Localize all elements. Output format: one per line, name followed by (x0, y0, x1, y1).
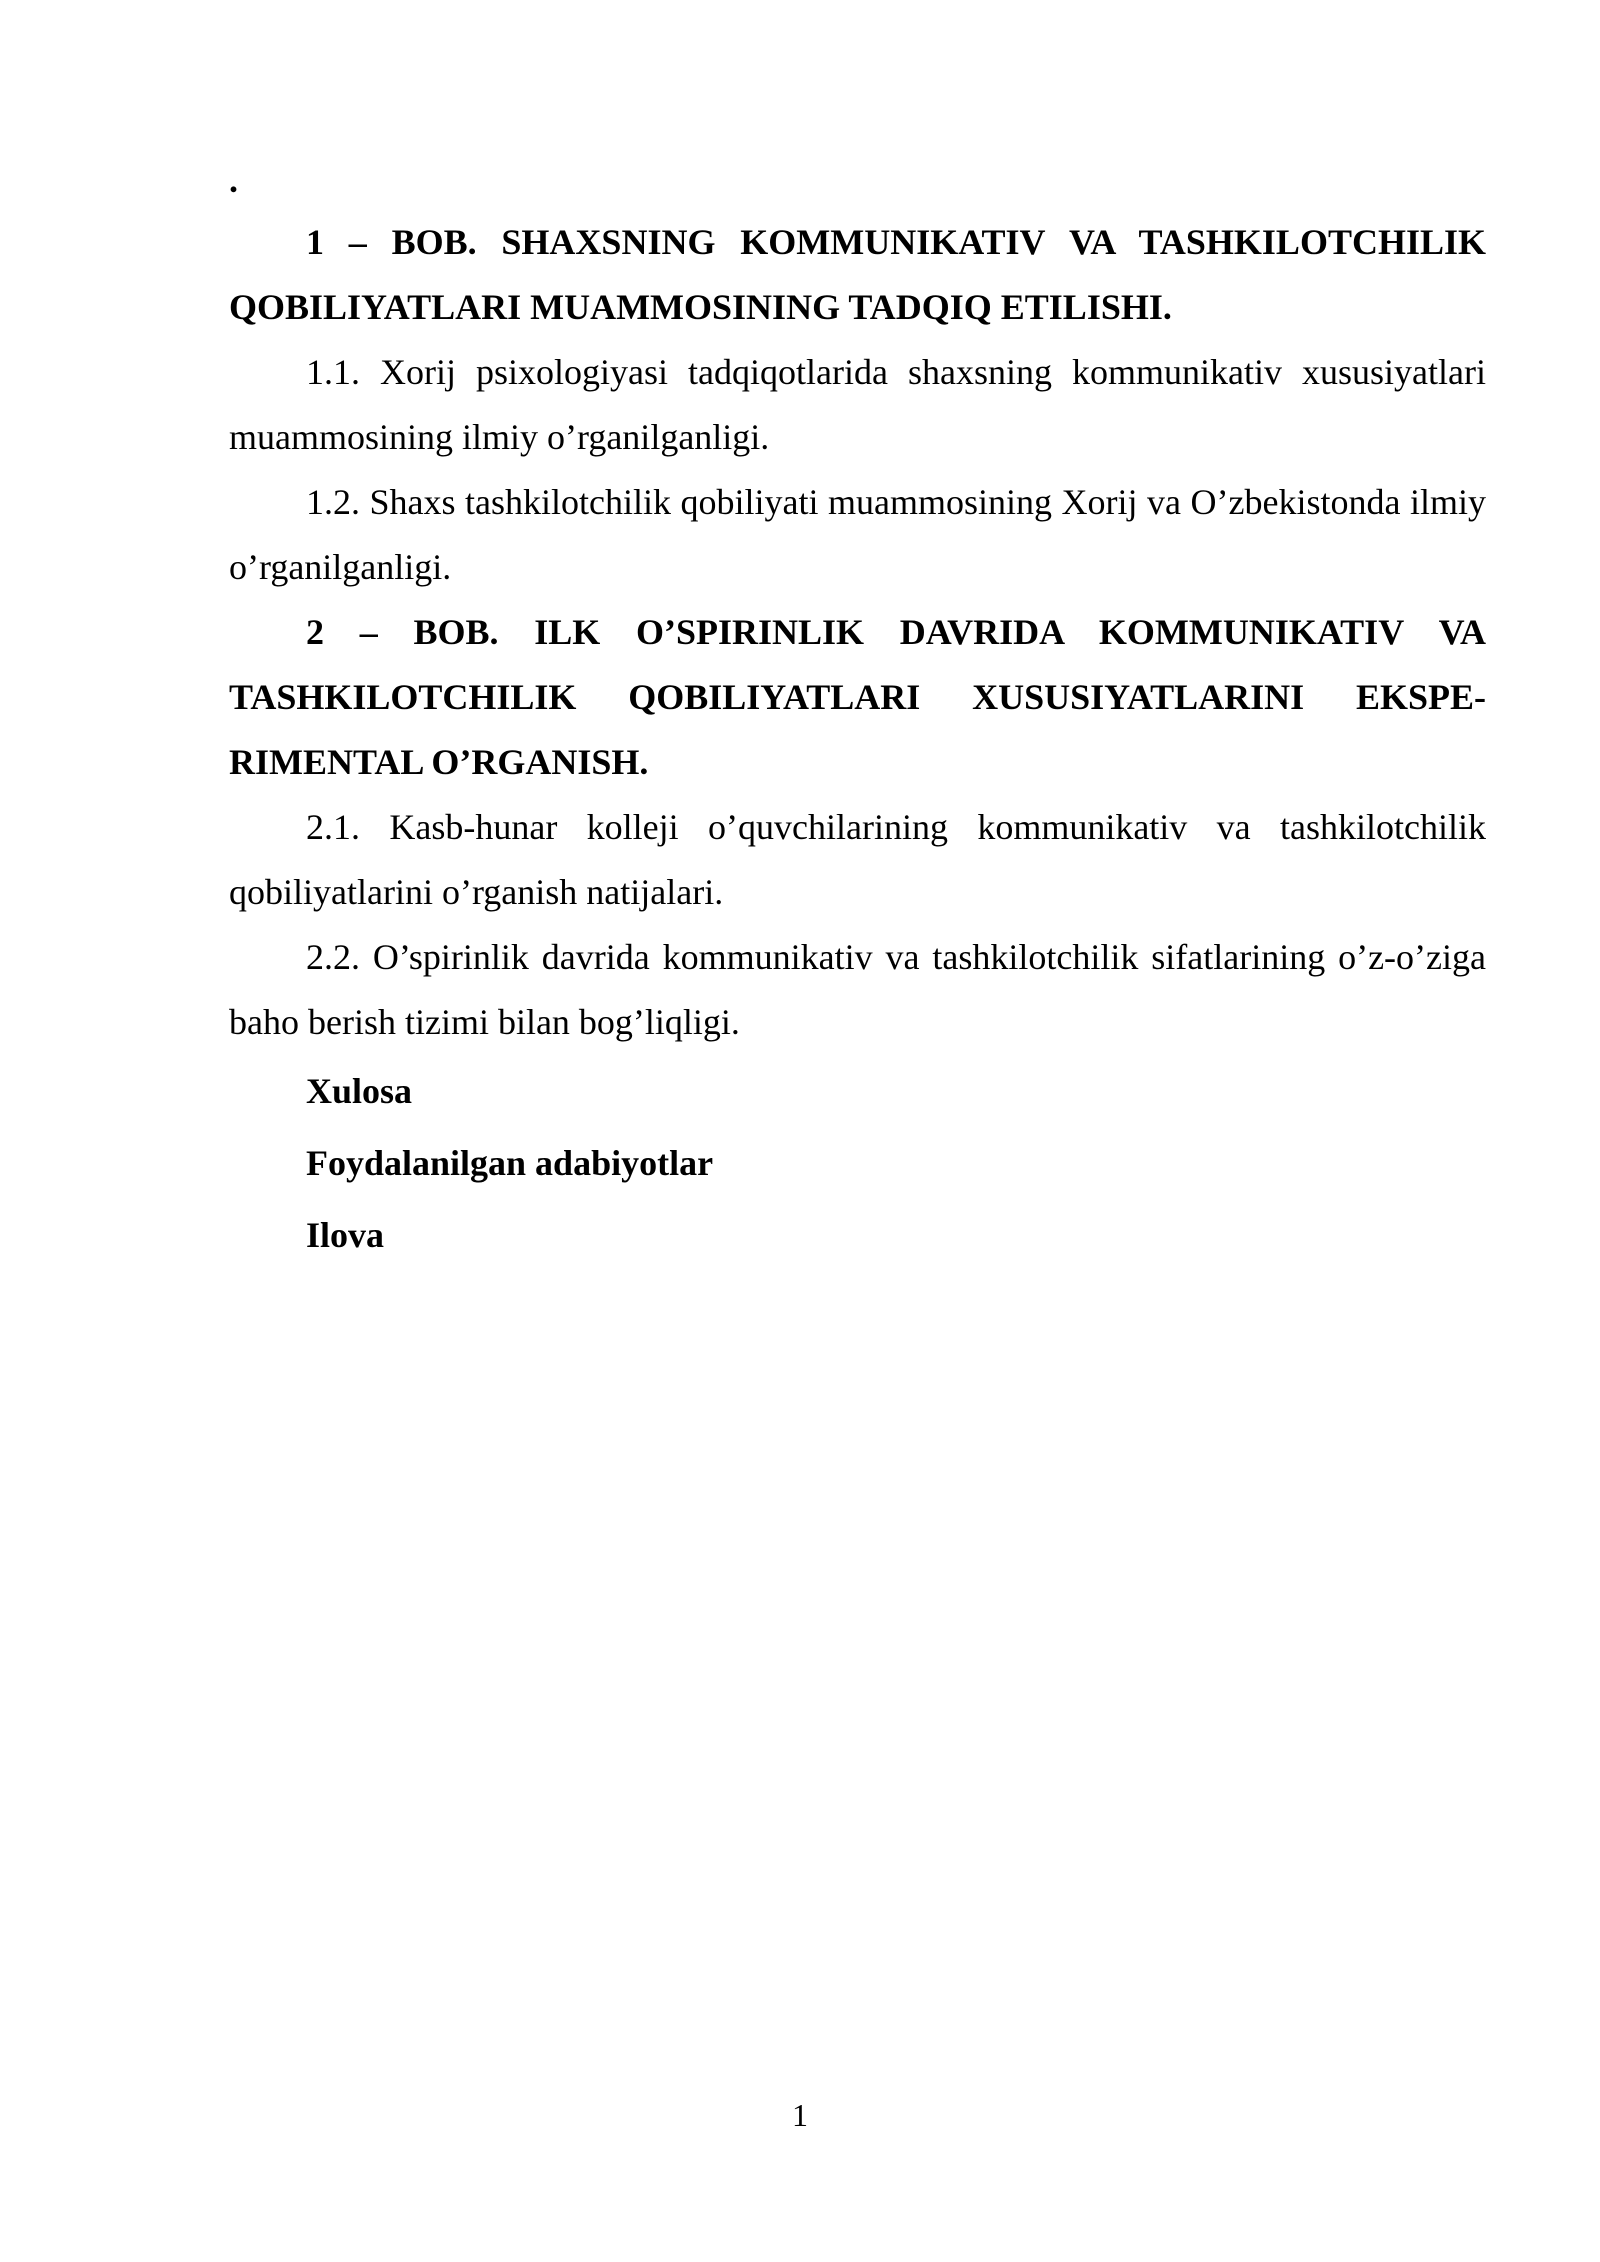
chapter-2-heading: 2 – BOB. ILK O’SPIRINLIK DAVRIDA KOMMUNIKATIV VA TASHKILOTCHILIK QOBILIYATLARI XUSUSIYATLARINI EKSPE-RIMENTAL O’RGANISH. (229, 612, 1486, 782)
section-2-2: 2.2. O’spirinlik davrida kommunikativ va tashkilotchilik sifatlarining o’z-o’ziga baho berish tizimi bilan bog’liqligi. (229, 937, 1486, 1042)
references-heading: Foydalanilgan adabiyotlar (306, 1143, 714, 1183)
page-number: 1 (792, 2097, 808, 2133)
section-1-2: 1.2. Shaxs tashkilotchilik qobiliyati muammosining Xorij va O’zbekistonda ilmiy o’rganilganligi. (229, 482, 1486, 587)
table-of-contents (229, 150, 1486, 1271)
conclusion-heading: Xulosa (306, 1071, 413, 1111)
section-1-1: 1.1. Xorij psixologiyasi tadqiqotlarida shaxsning kommunikativ xususiyatlari muammosining ilmiy o’rganilganligi. (229, 352, 1486, 457)
appendix-heading: Ilova (306, 1215, 385, 1255)
chapter-1-heading: 1 – BOB. SHAXSNING KOMMUNIKATIV VA TASHKILOTCHILIK QOBILIYATLARI MUAMMOSINING TADQIQ ETILISHI. (229, 222, 1486, 327)
leading-mark: . (229, 160, 238, 200)
section-2-1: 2.1. Kasb-hunar kolleji o’quvchilarining kommunikativ va tashkilotchilik qobiliyatlarini o’rganish natijalari. (229, 807, 1486, 912)
